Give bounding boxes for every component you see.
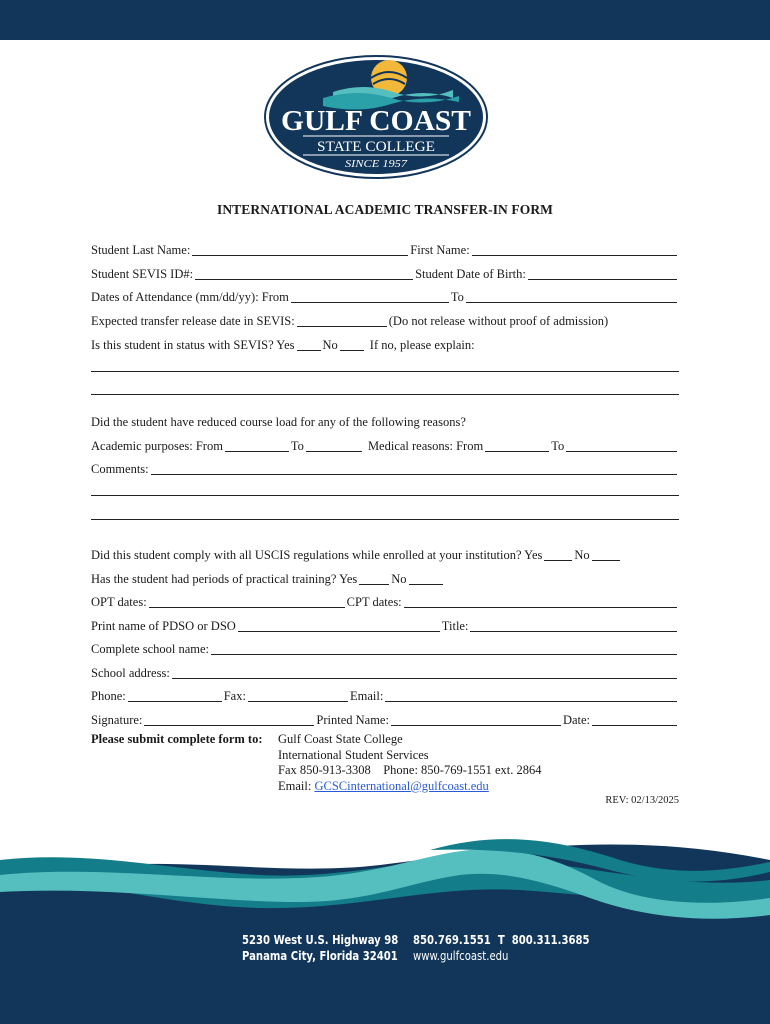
explain-line-2[interactable] [91,394,679,395]
school-name-row [91,637,679,657]
footer-address-line-2: Panama City, Florida 32401 [242,949,398,963]
submit-fax-phone: Fax 850-913-3308 Phone: 850-769-1551 ext. 2864 [278,763,542,777]
school-address-field[interactable] [172,665,677,679]
medical-to-field[interactable] [566,438,677,452]
medical-from-label: Medical reasons: From [367,439,484,453]
uscis-no-label: No [574,548,590,562]
attendance-to-field[interactable] [466,289,677,303]
comments-row [91,457,679,477]
school-name-label: Complete school name: [91,642,210,656]
pt-yes-field[interactable] [359,571,389,585]
rcl-dates-row [91,434,679,454]
dob-label: Student Date of Birth: [415,267,526,281]
cpt-dates-field[interactable] [404,594,677,608]
submit-email-link[interactable]: GCSCinternational@gulfcoast.edu [314,778,489,793]
attendance-to-label: To [450,290,464,304]
release-date-label: Expected transfer release date in SEVIS: [91,314,295,328]
attendance-row [91,285,679,305]
submit-email-line [278,779,542,795]
title-field[interactable] [470,618,677,632]
submit-org: Gulf Coast State College [278,732,403,746]
name-row [91,238,679,258]
date-field[interactable] [592,712,677,726]
attendance-from-field[interactable] [291,289,449,303]
comments-line-2[interactable] [91,495,679,496]
form-title: INTERNATIONAL ACADEMIC TRANSFER-IN FORM [216,202,554,217]
release-date-field[interactable] [297,313,387,327]
pt-question: Has the student had periods of practical training? Yes [91,572,358,586]
contact-row [91,684,679,704]
phone-field[interactable] [128,688,222,702]
submit-address [278,732,542,794]
explain-label: If no, please explain: [369,338,475,352]
signature-label: Signature: [91,713,143,727]
fax-label: Fax: [223,689,246,703]
opt-dates-field[interactable] [149,594,345,608]
academic-to-field[interactable] [306,438,362,452]
footer-phones: 850.769.1551 T 800.311.3685 [413,933,590,947]
cpt-label: CPT dates: [346,595,402,609]
submit-email-label: Email: [278,778,312,793]
title-label: Title: [441,619,469,633]
comments-line-3[interactable] [91,519,679,520]
sevis-row [91,262,679,282]
email-field[interactable] [385,688,677,702]
email-label: Email: [349,689,384,703]
status-yes-field[interactable] [297,337,321,351]
submit-label: Please submit complete form to: [91,732,263,746]
logo-since: SINCE 1957 [345,158,408,170]
school-address-row [91,661,679,681]
practical-training-row [91,567,679,587]
pdso-name-field[interactable] [238,618,440,632]
footer-waves [0,820,770,1024]
attendance-from-label: Dates of Attendance (mm/dd/yy): From [91,290,289,304]
opt-cpt-row [91,590,679,610]
first-name-label: First Name: [410,243,470,257]
footer [0,820,770,1024]
academic-to-label: To [290,439,304,453]
comments-field[interactable] [151,461,677,475]
status-row [91,333,679,353]
pdso-label: Print name of PDSO or DSO [91,619,236,633]
revision-date: REV: 02/13/2025 [605,795,679,806]
logo-subname: STATE COLLEGE [317,139,435,155]
last-name-field[interactable] [192,242,408,256]
sevis-id-field[interactable] [195,266,413,280]
opt-label: OPT dates: [91,595,147,609]
uscis-no-field[interactable] [592,547,620,561]
comments-label: Comments: [91,462,149,476]
date-label: Date: [562,713,591,727]
signature-field[interactable] [144,712,314,726]
medical-to-label: To [551,439,565,453]
footer-address [242,932,398,964]
printed-name-label: Printed Name: [316,713,389,727]
status-question: Is this student in status with SEVIS? Yes [91,338,295,352]
status-no-field[interactable] [340,337,364,351]
pt-no-label: No [391,572,407,586]
college-logo [263,54,489,180]
release-note: (Do not release without proof of admission) [388,314,609,328]
submit-dept: International Student Services [278,747,429,762]
logo-name: GULF COAST [281,105,471,137]
rcl-question: Did the student have reduced course load for any of the following reasons? [91,415,466,429]
medical-from-field[interactable] [485,438,549,452]
phone-label: Phone: [91,689,126,703]
last-name-label: Student Last Name: [91,243,191,257]
academic-from-label: Academic purposes: From [91,439,223,453]
printed-name-field[interactable] [391,712,561,726]
uscis-yes-field[interactable] [544,547,572,561]
pt-no-field[interactable] [409,571,443,585]
sevis-id-label: Student SEVIS ID#: [91,267,194,281]
footer-contact [413,932,590,964]
school-address-label: School address: [91,666,170,680]
uscis-question: Did this student comply with all USCIS regulations while enrolled at your institution? Yes [91,548,543,562]
rcl-row [91,410,679,430]
first-name-field[interactable] [472,242,677,256]
signature-row [91,708,679,728]
status-no-label: No [322,338,338,352]
dob-field[interactable] [528,266,677,280]
footer-address-line-1: 5230 West U.S. Highway 98 [242,933,399,947]
uscis-row [91,543,679,563]
academic-from-field[interactable] [225,438,289,452]
release-row [91,309,679,329]
school-name-field[interactable] [211,641,677,655]
fax-field[interactable] [248,688,348,702]
footer-website[interactable]: www.gulfcoast.edu [413,949,509,963]
explain-line-1[interactable] [91,371,679,372]
pdso-row [91,614,679,634]
top-banner [0,0,770,40]
